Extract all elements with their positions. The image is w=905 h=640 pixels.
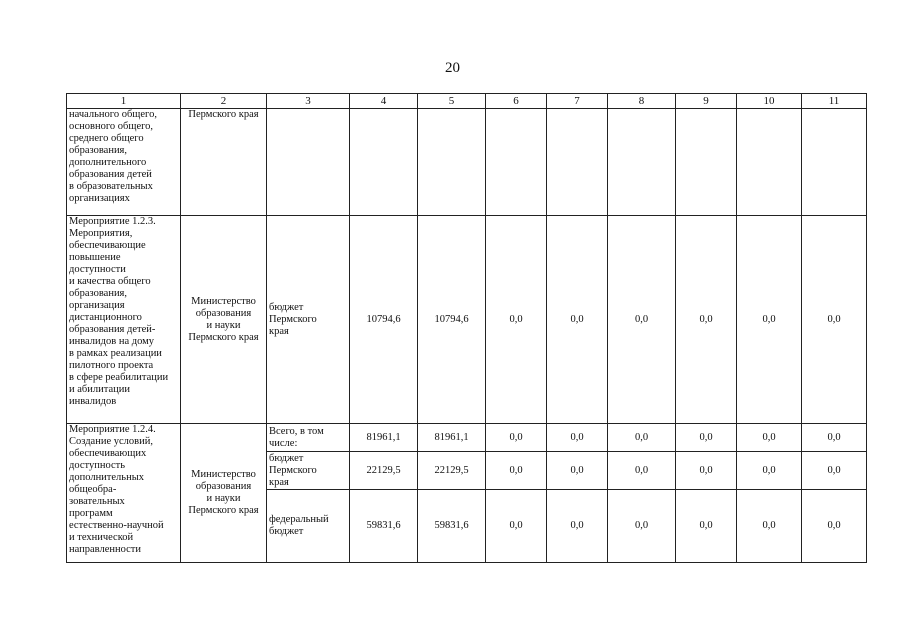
- empty-cell: [608, 109, 676, 216]
- value-cell: 0,0: [676, 490, 737, 563]
- header-cell: 6: [486, 94, 547, 109]
- empty-cell: [267, 109, 350, 216]
- value-cell: 0,0: [608, 452, 676, 490]
- value-cell: 22129,5: [350, 452, 418, 490]
- value-cell: 59831,6: [418, 490, 486, 563]
- funding-source: федеральный бюджет: [267, 490, 350, 563]
- executor: Пермского края: [181, 109, 267, 216]
- activity-name: Мероприятие 1.2.4. Создание условий, обеспечивающих доступность дополнительных общеобра- зовательных программ естественно-научной и технической направленности: [67, 424, 181, 563]
- value-cell: 81961,1: [418, 424, 486, 452]
- value-cell: 0,0: [802, 424, 867, 452]
- empty-cell: [486, 109, 547, 216]
- header-cell: 2: [181, 94, 267, 109]
- header-cell: 8: [608, 94, 676, 109]
- activity-name: начального общего, основного общего, среднего общего образования, дополнительного образования детей в образовательных организациях: [67, 109, 181, 216]
- funding-source: бюджет Пермского края: [267, 452, 350, 490]
- executor: Министерство образования и науки Пермского края: [181, 216, 267, 424]
- value-cell: 0,0: [676, 424, 737, 452]
- value-cell: 0,0: [547, 216, 608, 424]
- header-cell: 4: [350, 94, 418, 109]
- value-cell: 0,0: [802, 216, 867, 424]
- value-cell: 81961,1: [350, 424, 418, 452]
- value-cell: 0,0: [737, 452, 802, 490]
- value-cell: 10794,6: [350, 216, 418, 424]
- header-cell: 1: [67, 94, 181, 109]
- value-cell: 0,0: [486, 490, 547, 563]
- table-row: [67, 109, 867, 216]
- value-cell: 0,0: [802, 452, 867, 490]
- value-cell: 0,0: [486, 424, 547, 452]
- header-cell: 3: [267, 94, 350, 109]
- empty-cell: [547, 109, 608, 216]
- header-cell: 10: [737, 94, 802, 109]
- value-cell: 0,0: [608, 424, 676, 452]
- header-cell: 5: [418, 94, 486, 109]
- empty-cell: [418, 109, 486, 216]
- value-cell: 0,0: [608, 216, 676, 424]
- value-cell: 0,0: [486, 452, 547, 490]
- header-row: [67, 94, 867, 109]
- header-cell: 9: [676, 94, 737, 109]
- empty-cell: [350, 109, 418, 216]
- program-table: [66, 93, 867, 563]
- header-cell: 11: [802, 94, 867, 109]
- value-cell: 0,0: [547, 490, 608, 563]
- value-cell: 0,0: [486, 216, 547, 424]
- value-cell: 59831,6: [350, 490, 418, 563]
- funding-source: бюджет Пермского края: [267, 216, 350, 424]
- table-row: [67, 424, 867, 452]
- empty-cell: [737, 109, 802, 216]
- empty-cell: [802, 109, 867, 216]
- executor: Министерство образования и науки Пермского края: [181, 424, 267, 563]
- value-cell: 0,0: [737, 490, 802, 563]
- value-cell: 0,0: [737, 424, 802, 452]
- value-cell: 0,0: [608, 490, 676, 563]
- funding-source: Всего, в том числе:: [267, 424, 350, 452]
- value-cell: 0,0: [676, 452, 737, 490]
- value-cell: 0,0: [737, 216, 802, 424]
- page-number: 20: [445, 60, 460, 76]
- value-cell: 10794,6: [418, 216, 486, 424]
- value-cell: 0,0: [802, 490, 867, 563]
- value-cell: 0,0: [676, 216, 737, 424]
- value-cell: 22129,5: [418, 452, 486, 490]
- value-cell: 0,0: [547, 452, 608, 490]
- table-row: [67, 216, 867, 424]
- value-cell: 0,0: [547, 424, 608, 452]
- header-cell: 7: [547, 94, 608, 109]
- empty-cell: [676, 109, 737, 216]
- activity-name: Мероприятие 1.2.3. Мероприятия, обеспечивающие повышение доступности и качества общего образования, организация дистанционного образования детей- инвалидов на дому в рамках реализации пилотного проекта в сфере реабилитации и абилитации инвалидов: [67, 216, 181, 424]
